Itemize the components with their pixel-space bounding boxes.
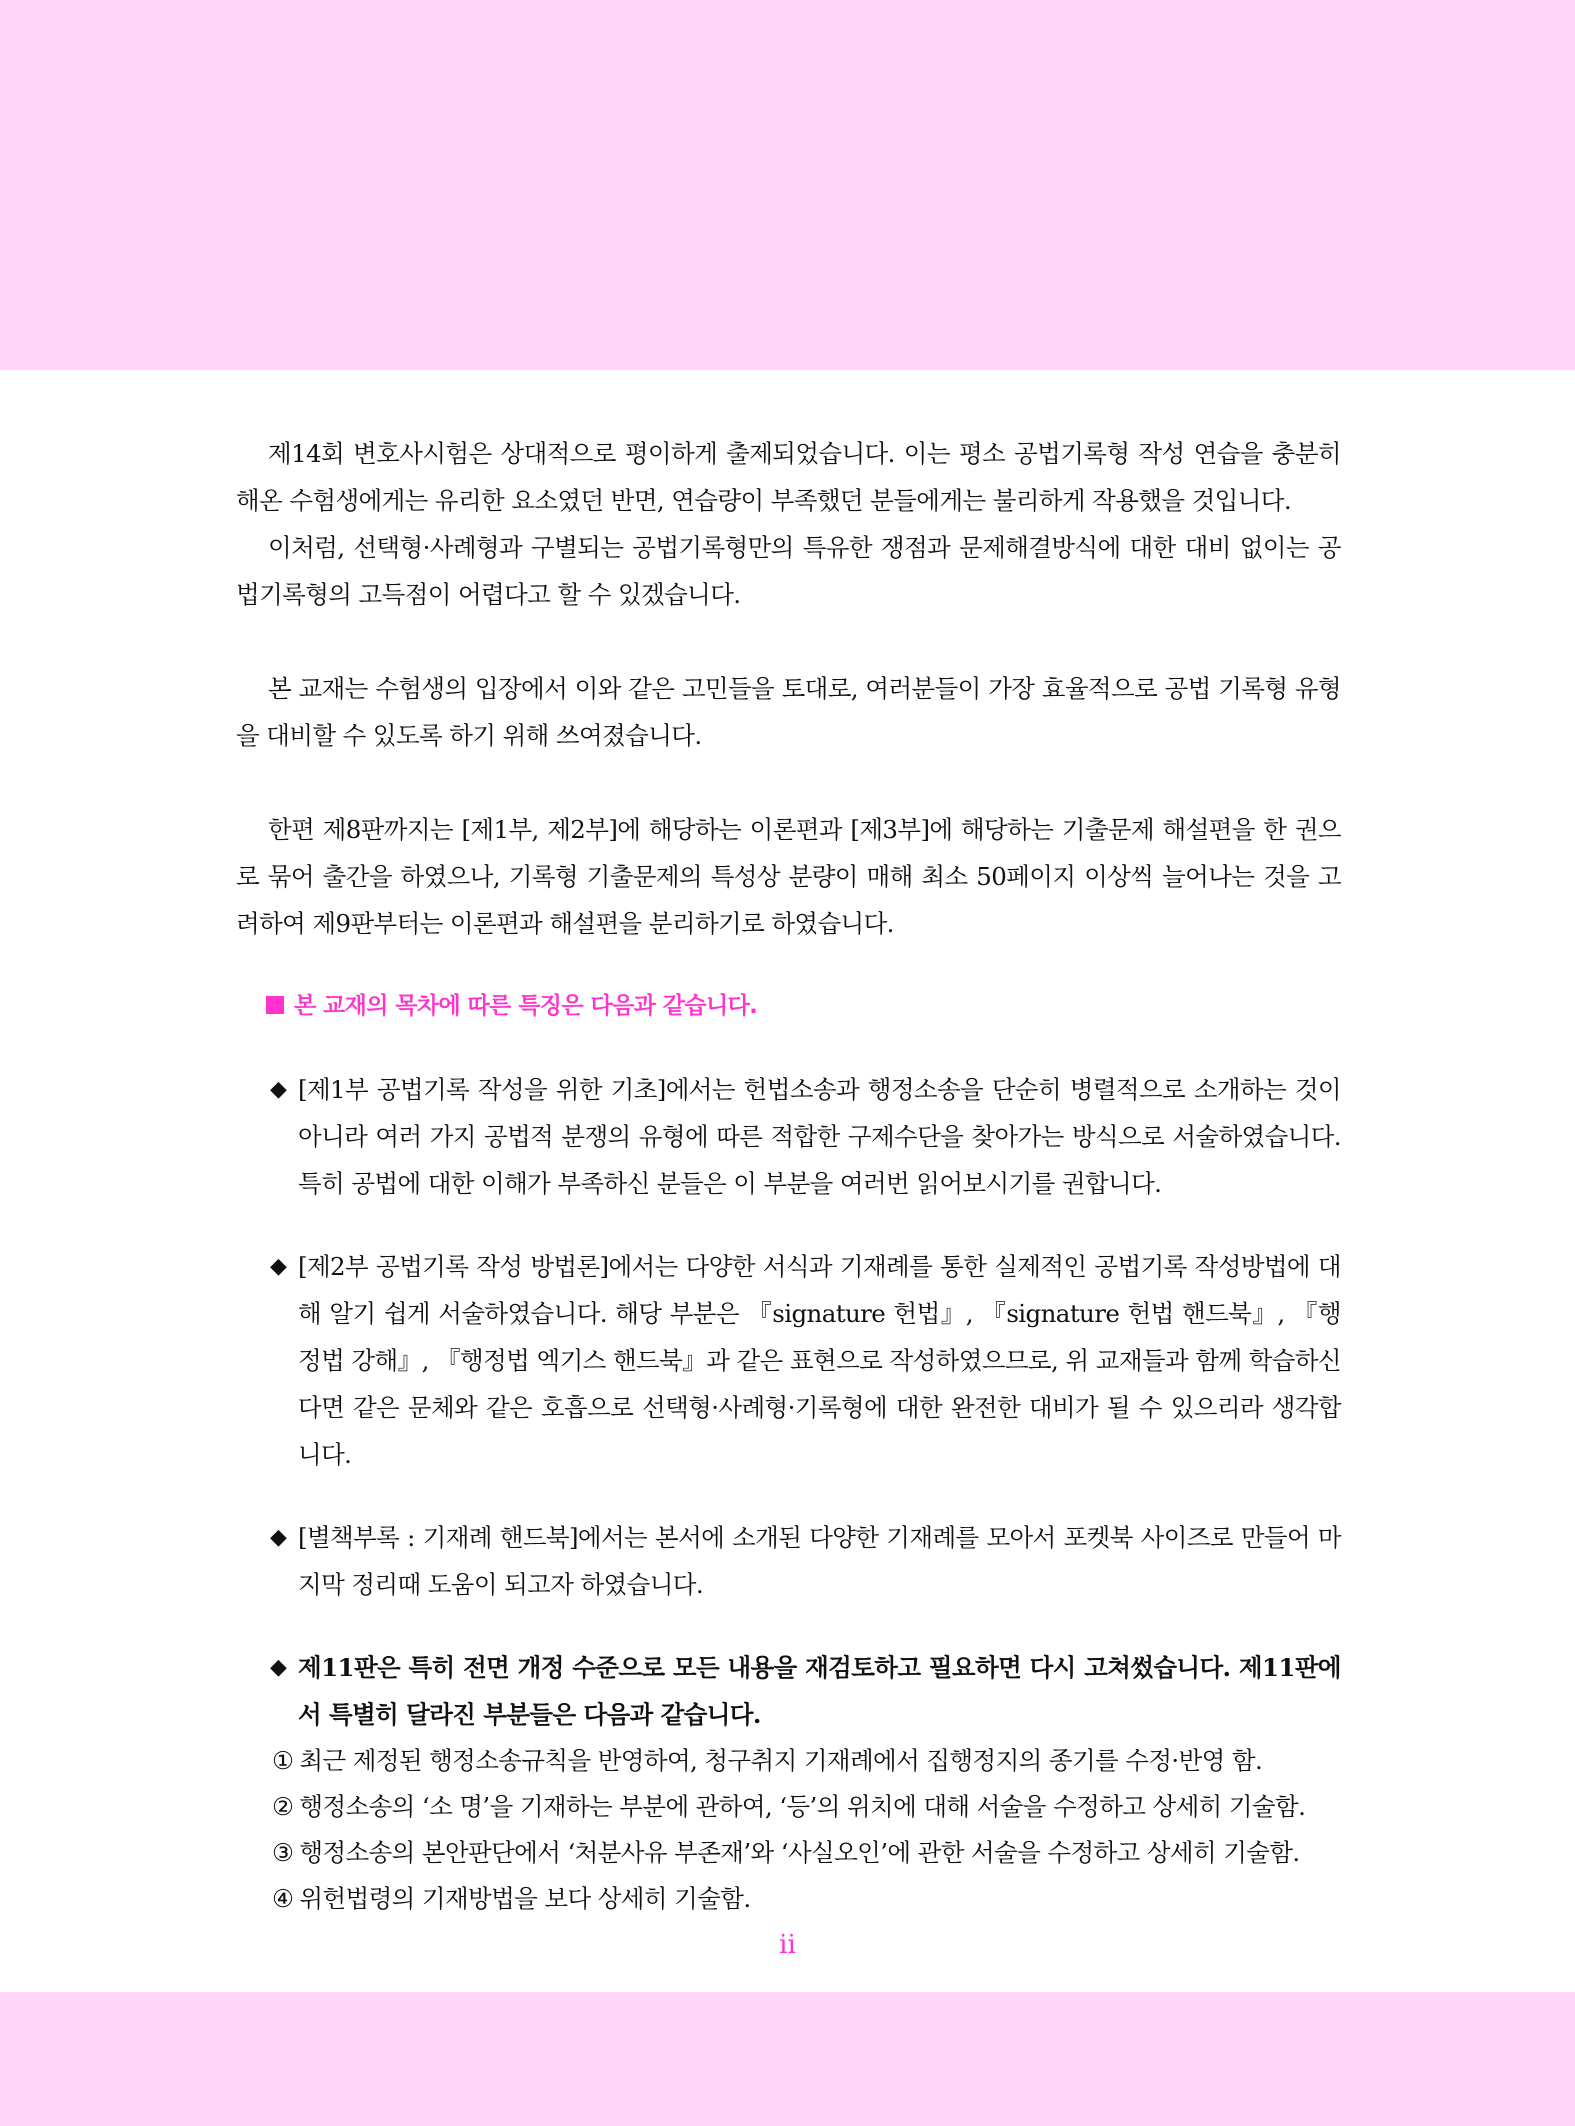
intro-paragraph: 이처럼, 선택형·사례형과 구별되는 공법기록형만의 특유한 쟁점과 문제해결방식에 대한 대비 없이는 공법기록형의 고득점이 어렵다고 할 수 있겠습니다. [236,533,1341,609]
diamond-bullet-icon: ◆ [270,1254,287,1279]
change-text: 행정소송의 본안판단에서 ‘처분사유 부존재’와 ‘사실오인’에 관한 서술을 수정하고 상세히 기술함. [299,1838,1300,1867]
page-number: ii [779,1930,796,1960]
feature-item [236,1243,1341,1478]
change-number: ④ [272,1884,294,1913]
change-text: 위헌법령의 기재방법을 보다 상세히 기술함. [299,1884,751,1913]
change-text: 행정소송의 ‘소 명’을 기재하는 부분에 관하여, ‘등’의 위치에 대해 서술을 수정하고 상세히 기술함. [299,1792,1306,1821]
change-text: 최근 제정된 행정소송규칙을 반영하여, 청구취지 기재례에서 집행정지의 종기를 수정·반영 함. [299,1746,1263,1775]
feature-text: [제2부 공법기록 작성 방법론]에서는 다양한 서식과 기재례를 통한 실제적인 공법기록 작성방법에 대해 알기 쉽게 서술하였습니다. 해당 부분은 『signature 헌법』, 『signature 헌법 핸드북』, 『행정법 강해』, 『행정법 엑기스 핸드북』과 같은 표현으로 작성하였으므로, 위 교재들과 함께 학습하신다면 같은 문체와 같은 호흡으로 선택형·사례형·기록형에 대한 완전한 대비가 될 수 있으리라 생각합니다. [298,1252,1341,1469]
change-number: ① [272,1746,294,1775]
square-bullet-icon [266,996,284,1014]
intro-paragraph: 본 교재는 수험생의 입장에서 이와 같은 고민들을 토대로, 여러분들이 가장 효율적으로 공법 기록형 유형을 대비할 수 있도록 하기 위해 쓰여졌습니다. [236,674,1341,750]
change-number: ③ [272,1838,294,1867]
intro-paragraph: 한편 제8판까지는 [제1부, 제2부]에 해당하는 이론편과 [제3부]에 해당하는 기출문제 해설편을 한 권으로 묶어 출간을 하였으나, 기록형 기출문제의 특성상 분량이 매해 최소 50페이지 이상씩 늘어나는 것을 고려하여 제9판부터는 이론편과 해설편을 분리하기로 하였습니다. [236,815,1341,938]
feature-item [236,1514,1341,1608]
edition-note-text: 제11판은 특히 전면 개정 수준으로 모든 내용을 재검토하고 필요하면 다시 고쳐썼습니다. 제11판에서 특별히 달라진 부분들은 다음과 같습니다. [298,1653,1341,1729]
diamond-bullet-icon: ◆ [270,1525,287,1550]
edition-note [236,1644,1341,1738]
preface-body [236,430,1341,1922]
feature-text: [제1부 공법기록 작성을 위한 기초]에서는 헌법소송과 행정소송을 단순히 병렬적으로 소개하는 것이 아니라 여러 가지 공법적 분쟁의 유형에 따른 적합한 구제수단을 찾아가는 방식으로 서술하였습니다. 특히 공법에 대한 이해가 부족하신 분들은 이 부분을 여러번 읽어보시기를 권합니다. [298,1075,1341,1198]
change-item [236,1876,1341,1922]
feature-item [236,1066,1341,1207]
intro-paragraph: 제14회 변호사시험은 상대적으로 평이하게 출제되었습니다. 이는 평소 공법기록형 작성 연습을 충분히 해온 수험생에게는 유리한 요소였던 반면, 연습량이 부족했던 분들에게는 불리하게 작용했을 것입니다. [236,439,1341,515]
features-heading [236,983,1341,1030]
features-heading-text: 본 교재의 목차에 따른 특징은 다음과 같습니다. [294,993,758,1019]
diamond-bullet-icon: ◆ [270,1654,287,1680]
change-item [236,1784,1341,1830]
feature-text: [별책부록 : 기재례 핸드북]에서는 본서에 소개된 다양한 기재례를 모아서 포켓북 사이즈로 만들어 마지막 정리때 도움이 되고자 하였습니다. [298,1523,1341,1599]
footer-band [0,1992,1575,2126]
header-band [0,0,1575,370]
diamond-bullet-icon: ◆ [270,1077,287,1102]
change-item [236,1830,1341,1876]
change-number: ② [272,1792,294,1821]
change-item [236,1738,1341,1784]
